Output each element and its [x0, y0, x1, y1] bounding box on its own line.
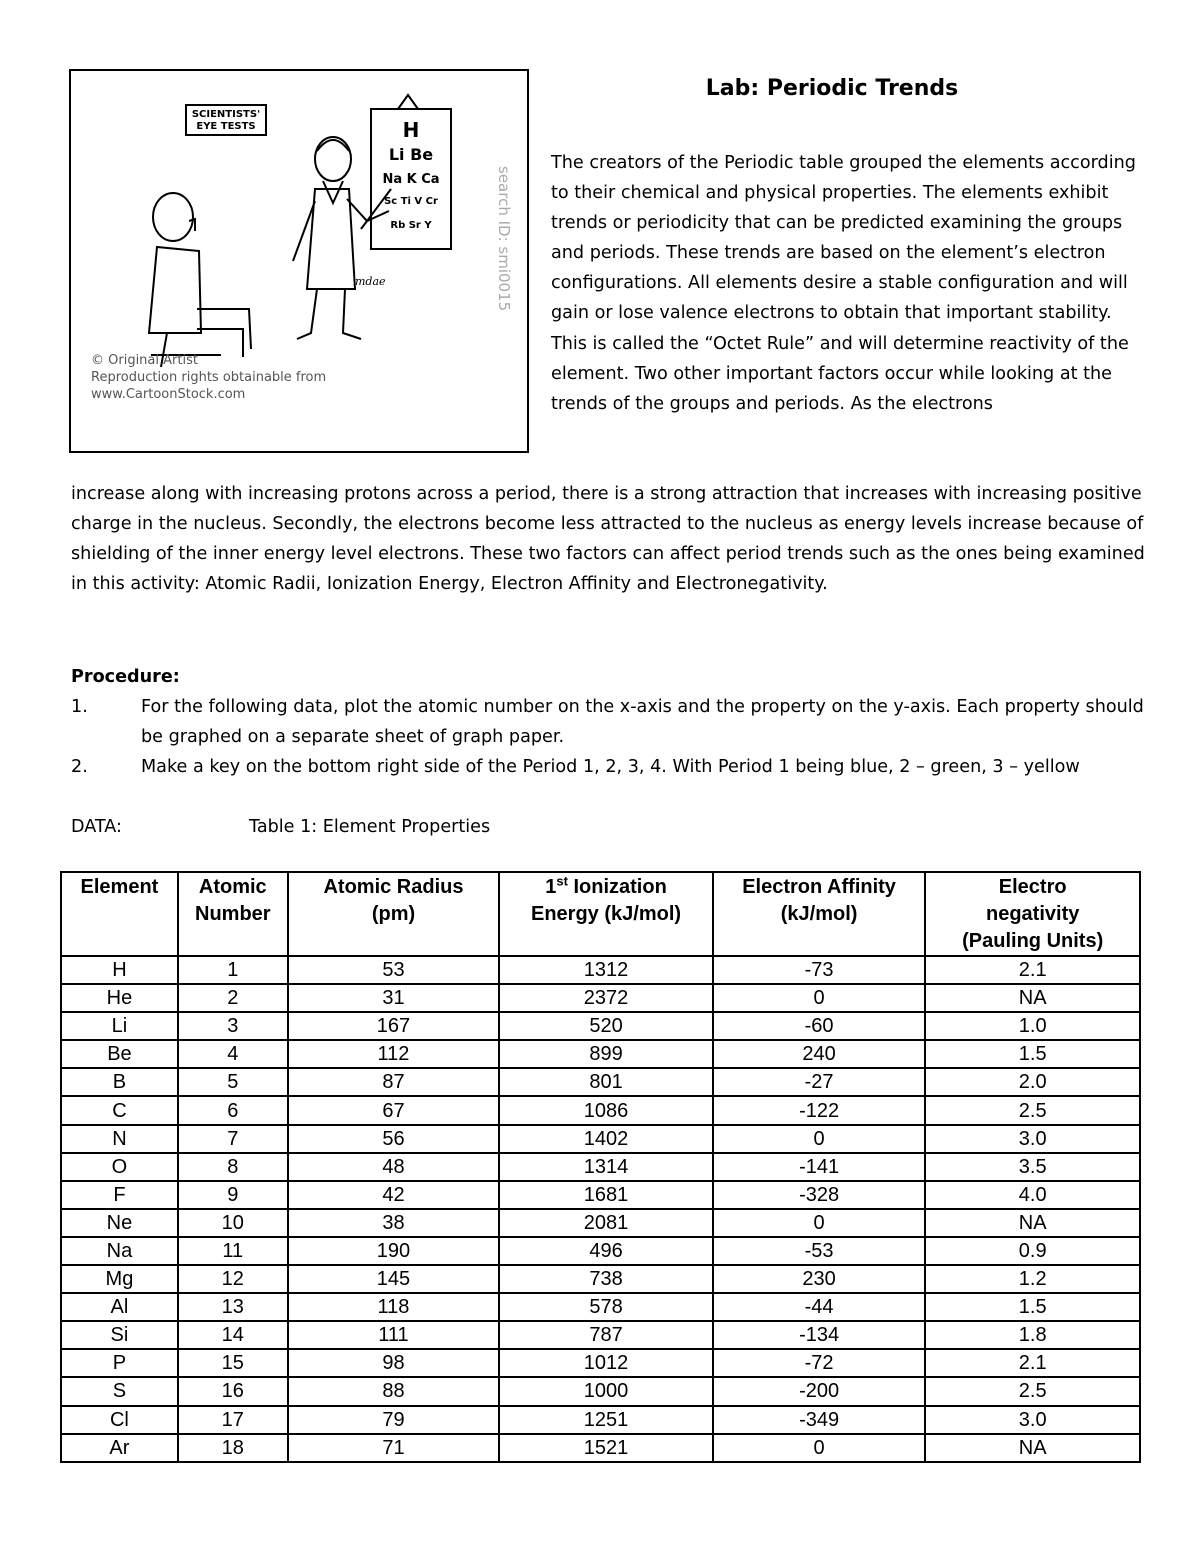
cell-atomic-radius: 53: [288, 956, 500, 984]
procedure-heading: Procedure:: [71, 667, 180, 687]
cell-electron-affinity: -60: [713, 1012, 926, 1040]
cell-ionization-energy: 1012: [499, 1349, 713, 1377]
cell-electronegativity: 2.5: [925, 1096, 1140, 1124]
table-row: [61, 1181, 1140, 1209]
table-row: [61, 1096, 1140, 1124]
cell-electron-affinity: 0: [713, 1434, 926, 1462]
cell-atomic-radius: 87: [288, 1068, 500, 1096]
cell-electron-affinity: -349: [713, 1406, 926, 1434]
cell-electronegativity: NA: [925, 1209, 1140, 1237]
cell-element: Li: [61, 1012, 178, 1040]
cell-atomic-number: 8: [178, 1153, 288, 1181]
cell-ionization-energy: 1314: [499, 1153, 713, 1181]
header-electron-affinity: Electron Affinity (kJ/mol): [713, 872, 926, 956]
eye-chart-row-3: Na K Ca: [382, 172, 440, 187]
seated-man-figure: [149, 193, 251, 367]
cell-atomic-number: 11: [178, 1237, 288, 1265]
data-label-line: [71, 812, 491, 842]
cell-atomic-radius: 98: [288, 1349, 500, 1377]
table-row: [61, 1377, 1140, 1405]
table-row: [61, 984, 1140, 1012]
cell-atomic-radius: 79: [288, 1406, 500, 1434]
cell-electronegativity: 1.5: [925, 1040, 1140, 1068]
table-row: [61, 1068, 1140, 1096]
header-atomic-radius: Atomic Radius (pm): [288, 872, 500, 956]
data-label: DATA:: [71, 817, 122, 837]
cell-electron-affinity: 0: [713, 1125, 926, 1153]
credit-line-3: www.CartoonStock.com: [91, 387, 246, 402]
cell-atomic-number: 2: [178, 984, 288, 1012]
cell-atomic-number: 14: [178, 1321, 288, 1349]
cell-atomic-number: 4: [178, 1040, 288, 1068]
table-row: [61, 1209, 1140, 1237]
procedure-step-number: 1.: [71, 697, 88, 717]
eye-chart-row-1: H: [402, 118, 420, 142]
cartoon-image: [69, 69, 529, 453]
cell-element: O: [61, 1153, 178, 1181]
cell-electron-affinity: 0: [713, 984, 926, 1012]
cell-electron-affinity: -134: [713, 1321, 926, 1349]
procedure-list: [71, 692, 1146, 782]
cartoon-drawing: [71, 71, 527, 451]
cell-atomic-radius: 38: [288, 1209, 500, 1237]
search-id-text: search ID: smi0015: [495, 166, 513, 312]
cell-ionization-energy: 1086: [499, 1096, 713, 1124]
cell-electron-affinity: 240: [713, 1040, 926, 1068]
cell-atomic-radius: 88: [288, 1377, 500, 1405]
table-header-row: [61, 872, 1140, 956]
cell-electronegativity: 2.5: [925, 1377, 1140, 1405]
cell-ionization-energy: 1521: [499, 1434, 713, 1462]
cell-element: Al: [61, 1293, 178, 1321]
header-atomic-number: Atomic Number: [178, 872, 288, 956]
cell-ionization-energy: 899: [499, 1040, 713, 1068]
cell-ionization-energy: 738: [499, 1265, 713, 1293]
sign-line-1: SCIENTISTS': [191, 109, 261, 120]
sign-line-2: EYE TESTS: [196, 121, 256, 132]
cell-ionization-energy: 1312: [499, 956, 713, 984]
cell-electron-affinity: -72: [713, 1349, 926, 1377]
cell-atomic-number: 16: [178, 1377, 288, 1405]
cell-electronegativity: 2.0: [925, 1068, 1140, 1096]
procedure-step-text: For the following data, plot the atomic number on the x-axis and the property on the y-axis. Each property should be graphed on a separate sheet of graph paper.: [141, 697, 1144, 748]
cell-atomic-number: 10: [178, 1209, 288, 1237]
table-row: [61, 1406, 1140, 1434]
cell-element: Be: [61, 1040, 178, 1068]
cell-atomic-number: 5: [178, 1068, 288, 1096]
eye-chart-row-2: Li Be: [388, 145, 434, 164]
table-row: [61, 1153, 1140, 1181]
header-element: Element: [61, 872, 178, 956]
cell-ionization-energy: 801: [499, 1068, 713, 1096]
cell-element: N: [61, 1125, 178, 1153]
cell-atomic-number: 18: [178, 1434, 288, 1462]
cell-element: Mg: [61, 1265, 178, 1293]
cell-electron-affinity: -73: [713, 956, 926, 984]
cell-element: F: [61, 1181, 178, 1209]
cell-electronegativity: 1.5: [925, 1293, 1140, 1321]
procedure-step-text: Make a key on the bottom right side of the Period 1, 2, 3, 4. With Period 1 being blue, 2 – green, 3 – yellow: [141, 757, 1080, 778]
cell-electronegativity: 0.9: [925, 1237, 1140, 1265]
cell-atomic-number: 3: [178, 1012, 288, 1040]
cell-ionization-energy: 520: [499, 1012, 713, 1040]
cell-element: He: [61, 984, 178, 1012]
cell-atomic-number: 17: [178, 1406, 288, 1434]
cell-element: Ar: [61, 1434, 178, 1462]
page-title: Lab: Periodic Trends: [705, 76, 959, 101]
cell-element: P: [61, 1349, 178, 1377]
cell-electron-affinity: -200: [713, 1377, 926, 1405]
cell-electronegativity: 3.5: [925, 1153, 1140, 1181]
cell-electron-affinity: 0: [713, 1209, 926, 1237]
cell-atomic-radius: 71: [288, 1434, 500, 1462]
artist-signature: mdae: [355, 275, 386, 288]
cell-element: S: [61, 1377, 178, 1405]
cell-electron-affinity: 230: [713, 1265, 926, 1293]
table-row: [61, 1321, 1140, 1349]
cell-atomic-radius: 111: [288, 1321, 500, 1349]
cell-electron-affinity: -141: [713, 1153, 926, 1181]
cell-electron-affinity: -328: [713, 1181, 926, 1209]
eye-chart-row-5: Rb Sr Y: [390, 220, 432, 231]
table-row: [61, 956, 1140, 984]
cell-atomic-number: 7: [178, 1125, 288, 1153]
cell-atomic-radius: 167: [288, 1012, 500, 1040]
table-row: [61, 1434, 1140, 1462]
table-body: [61, 956, 1140, 1462]
cell-atomic-radius: 42: [288, 1181, 500, 1209]
table-row: [61, 1349, 1140, 1377]
procedure-step-number: 2.: [71, 757, 88, 778]
credit-line-1: © Original Artist: [91, 353, 198, 368]
cell-atomic-number: 13: [178, 1293, 288, 1321]
cell-atomic-number: 12: [178, 1265, 288, 1293]
cell-electronegativity: NA: [925, 1434, 1140, 1462]
cell-ionization-energy: 1681: [499, 1181, 713, 1209]
procedure-step: [71, 692, 1146, 752]
cell-electron-affinity: -122: [713, 1096, 926, 1124]
cell-atomic-radius: 145: [288, 1265, 500, 1293]
cell-atomic-number: 15: [178, 1349, 288, 1377]
credit-line-2: Reproduction rights obtainable from: [91, 370, 327, 385]
cell-ionization-energy: 2372: [499, 984, 713, 1012]
cell-atomic-radius: 112: [288, 1040, 500, 1068]
cell-electron-affinity: -53: [713, 1237, 926, 1265]
procedure-step: [71, 752, 1146, 782]
cell-atomic-number: 9: [178, 1181, 288, 1209]
cell-atomic-radius: 190: [288, 1237, 500, 1265]
cell-ionization-energy: 578: [499, 1293, 713, 1321]
table-row: [61, 1237, 1140, 1265]
cell-electronegativity: 4.0: [925, 1181, 1140, 1209]
cell-electronegativity: 1.8: [925, 1321, 1140, 1349]
cell-electronegativity: NA: [925, 984, 1140, 1012]
cell-atomic-radius: 31: [288, 984, 500, 1012]
cell-atomic-radius: 67: [288, 1096, 500, 1124]
cell-ionization-energy: 2081: [499, 1209, 713, 1237]
cell-ionization-energy: 1402: [499, 1125, 713, 1153]
cell-ionization-energy: 1251: [499, 1406, 713, 1434]
table-row: [61, 1293, 1140, 1321]
cell-ionization-energy: 787: [499, 1321, 713, 1349]
table-row: [61, 1040, 1140, 1068]
cell-electronegativity: 2.1: [925, 956, 1140, 984]
cell-electron-affinity: -27: [713, 1068, 926, 1096]
cell-atomic-radius: 118: [288, 1293, 500, 1321]
cell-element: Ne: [61, 1209, 178, 1237]
cell-atomic-number: 6: [178, 1096, 288, 1124]
cell-atomic-radius: 48: [288, 1153, 500, 1181]
table-caption: Table 1: Element Properties: [249, 817, 491, 837]
cell-element: H: [61, 956, 178, 984]
cell-element: Cl: [61, 1406, 178, 1434]
table-row: [61, 1012, 1140, 1040]
header-ionization-energy: 1st Ionization Energy (kJ/mol): [499, 872, 713, 956]
cell-electronegativity: 1.0: [925, 1012, 1140, 1040]
cell-element: Si: [61, 1321, 178, 1349]
intro-paragraph-continued: increase along with increasing protons across a period, there is a strong attraction that increases with increasing positive charge in the nucleus. Secondly, the electrons become less attracted to the nucleus as energy levels increase because of shielding of the inner energy level electrons. These two factors can affect period trends such as the ones being examined in this activity: Atomic Radii, Ionization Energy, Electron Affinity and Electronegativity.: [71, 484, 1145, 595]
cell-atomic-number: 1: [178, 956, 288, 984]
table-row: [61, 1125, 1140, 1153]
cell-electronegativity: 1.2: [925, 1265, 1140, 1293]
cell-ionization-energy: 1000: [499, 1377, 713, 1405]
eye-chart-row-4: Sc Ti V Cr: [384, 196, 438, 207]
cell-element: C: [61, 1096, 178, 1124]
cell-electronegativity: 3.0: [925, 1125, 1140, 1153]
table-row: [61, 1265, 1140, 1293]
cell-atomic-radius: 56: [288, 1125, 500, 1153]
cell-ionization-energy: 496: [499, 1237, 713, 1265]
element-properties-table: [60, 871, 1141, 1463]
cell-electronegativity: 3.0: [925, 1406, 1140, 1434]
cell-element: B: [61, 1068, 178, 1096]
intro-paragraph: The creators of the Periodic table grouped the elements according to their chemical and physical properties. The elements exhibit trends or periodicity that can be predicted examining the groups and periods. These trends are based on the element’s electron configurations. All elements desire a stable configuration and will gain or lose valence electrons to obtain that important stability. This is called the “Octet Rule” and will determine reactivity of the element. Two other important factors occur while looking at the trends of the groups and periods. As the electrons: [551, 153, 1136, 414]
cell-element: Na: [61, 1237, 178, 1265]
cell-electronegativity: 2.1: [925, 1349, 1140, 1377]
cell-electron-affinity: -44: [713, 1293, 926, 1321]
header-electronegativity: Electro negativity (Pauling Units): [925, 872, 1140, 956]
